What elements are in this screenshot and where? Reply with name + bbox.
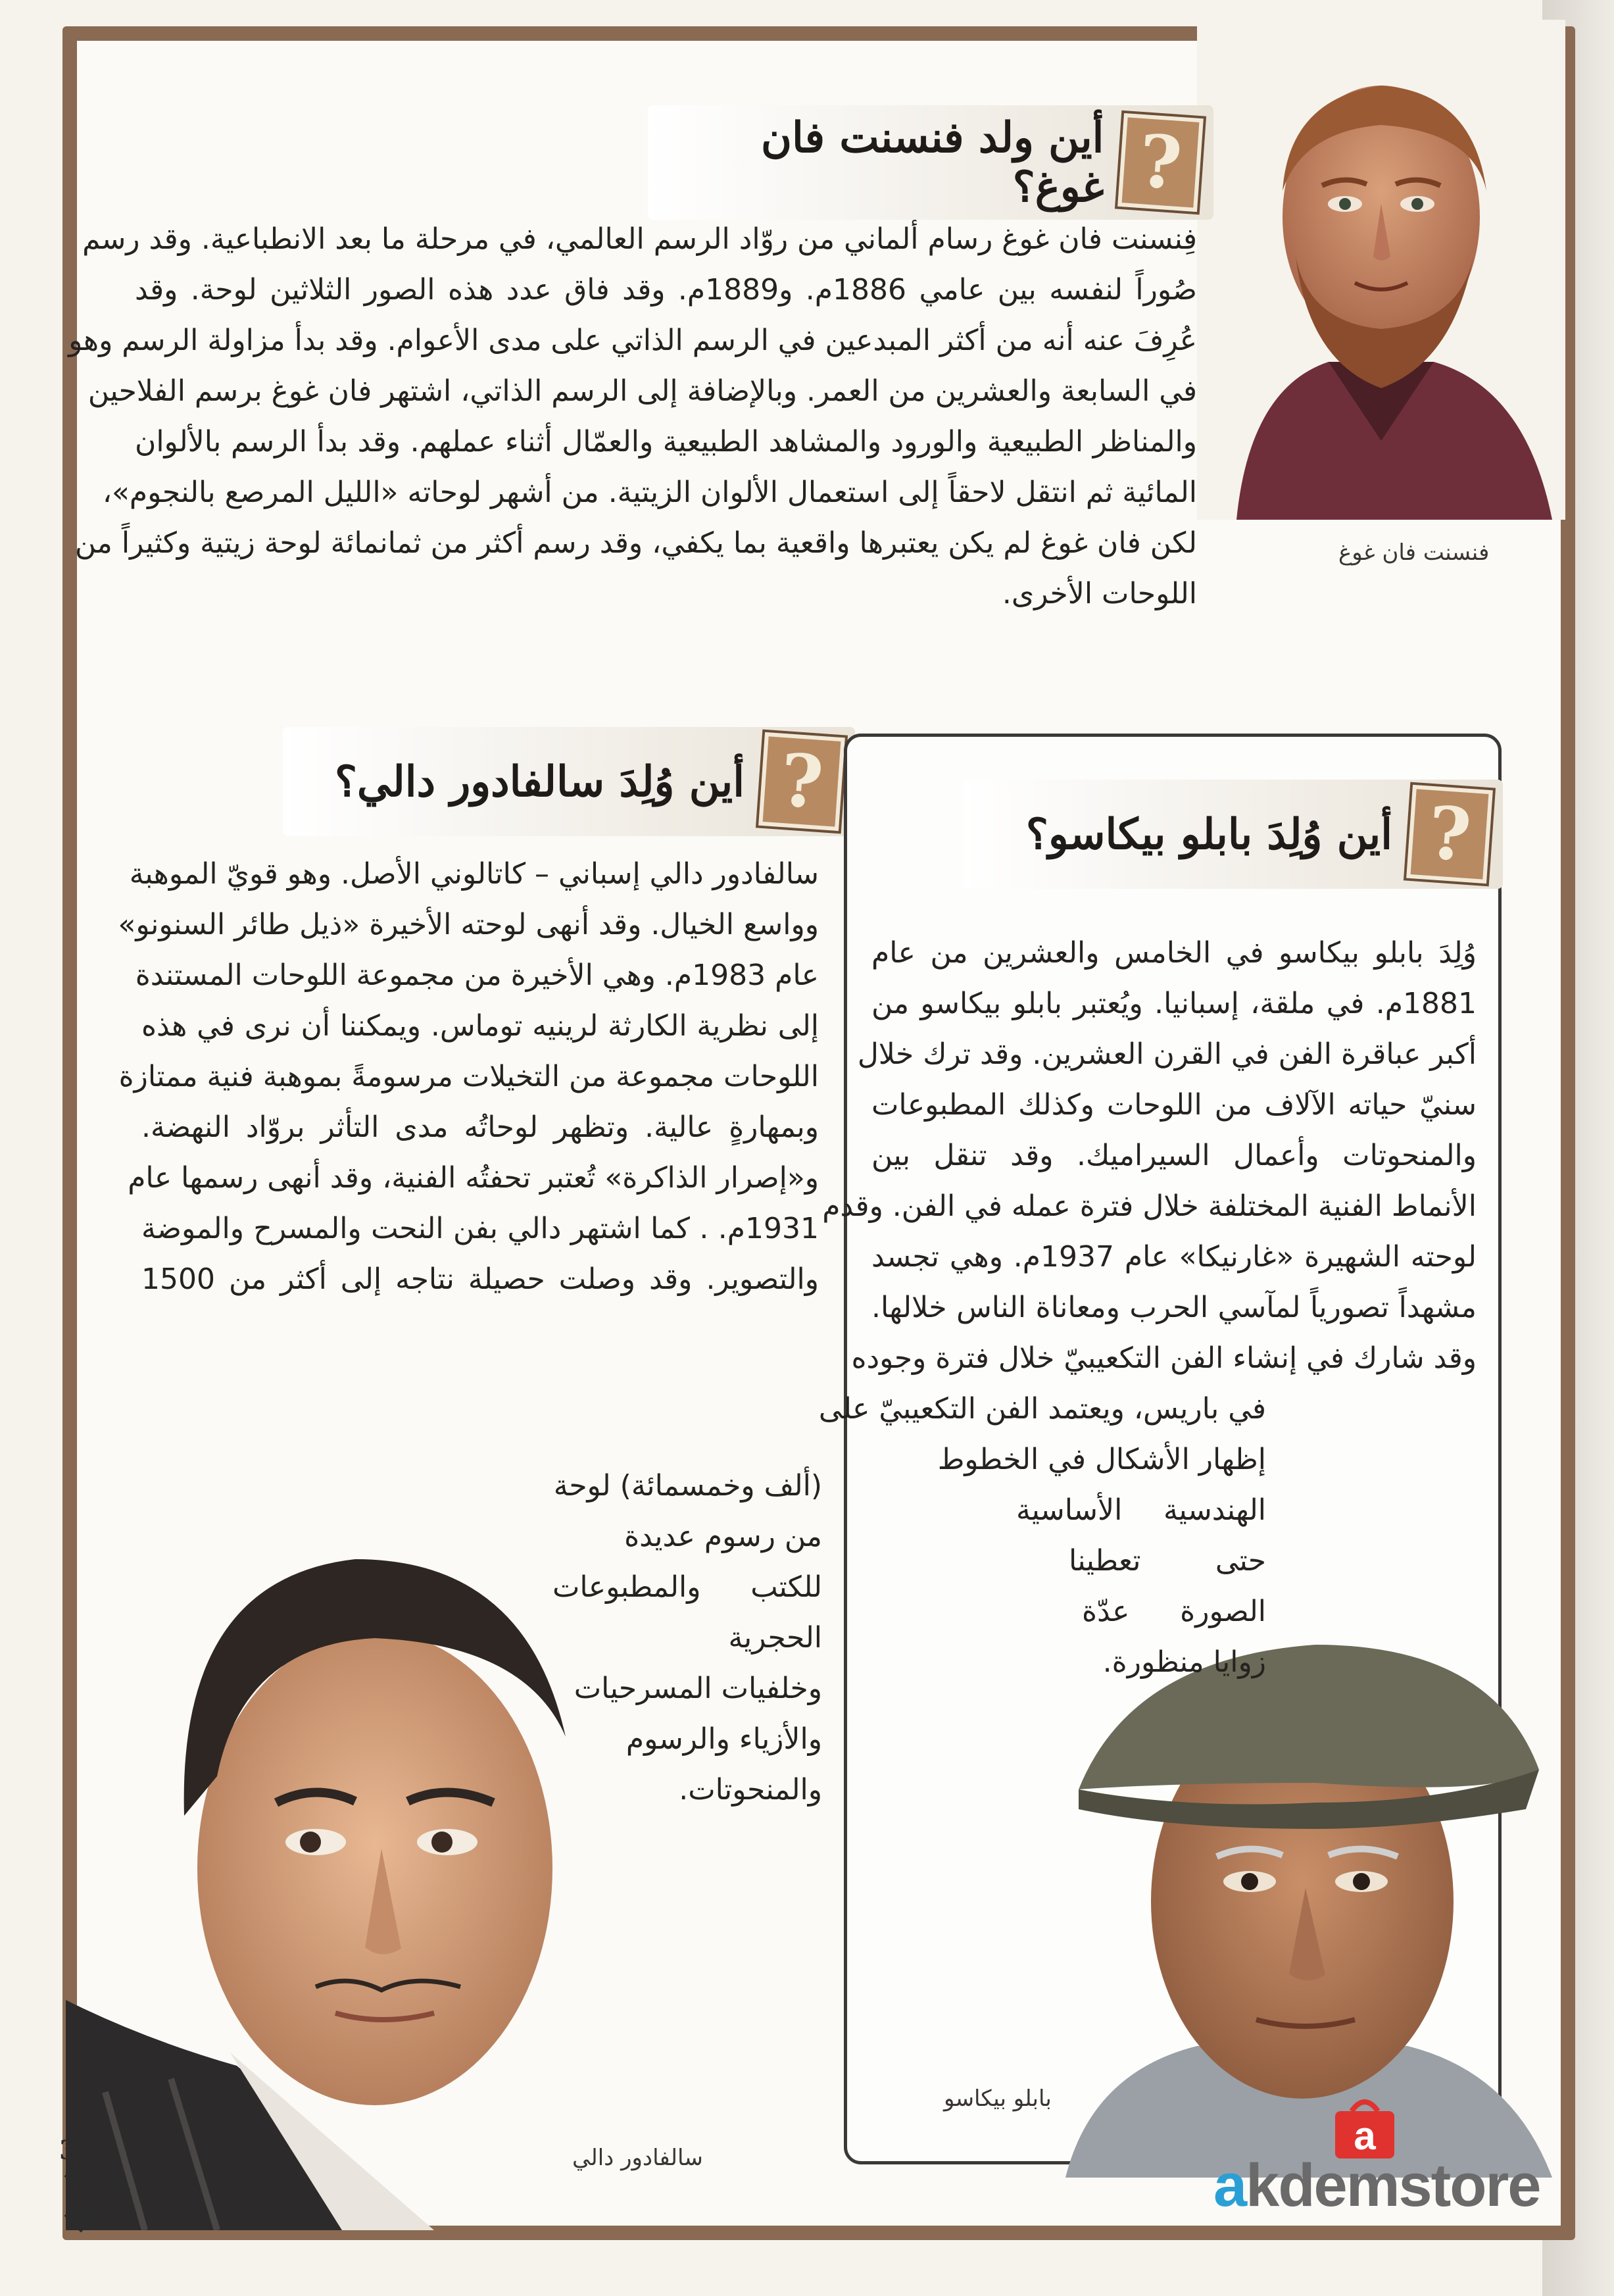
vangogh-line: عُرِفَ عنه أنه من أكثر المبدعين في الرسم الذاتي على مدى الأعوام. وقد بدأ مزاولة الرسم وهو xyxy=(68,324,1197,357)
dali-line: إلى نظرية الكارثة لرينيه توماس. ويمكننا أن نرى في هذه xyxy=(141,1009,819,1043)
vangogh-line: صُوراً لنفسه بين عامي 1886م. و1889م. وقد فاق عدد هذه الصور الثلاثين لوحة. وقد xyxy=(135,273,1197,307)
vangogh-line: فِنسنت فان غوغ رسام ألماني من روّاد الرسم العالمي، في مرحلة ما بعد الانطباعية. وقد رسم xyxy=(82,222,1197,256)
dali-title: أين وُلِدَ سالفادور دالي؟ xyxy=(334,757,745,807)
logo-letter-a: a xyxy=(1213,2152,1246,2219)
dali-line: وبمهارةٍ عالية. وتظهر لوحاتُه مدى التأثر بروّاد النهضة. xyxy=(141,1111,819,1144)
dali-line: للكتب والمطبوعات xyxy=(552,1570,822,1604)
picasso-line: الأنماط الفنية المختلفة خلال فترة عمله في الفن. وقدم xyxy=(822,1189,1477,1223)
vangogh-line: لكن فان غوغ لم يكن يعتبرها واقعية بما يكفي، وقد رسم أكثر من ثمانمائة لوحة زيتية وكثيراً من xyxy=(74,526,1197,560)
dali-line: و«إصرار الذاكرة» تُعتبر تحفتُه الفنية، وقد أنهى رسمها عام xyxy=(128,1161,819,1195)
dali-line: الحجرية xyxy=(728,1621,822,1655)
picasso-line: إظهار الأشكال في الخطوط xyxy=(937,1443,1266,1476)
logo-wordmark xyxy=(1213,2151,1540,2220)
picasso-line: وُلِدَ بابلو بيكاسو في الخامس والعشرين من عام xyxy=(871,936,1477,970)
vangogh-caption: فنسنت فان غوغ xyxy=(1338,539,1490,566)
logo-wordmark-rest: kdemstore xyxy=(1246,2152,1540,2219)
picasso-paragraph-narrow xyxy=(818,1384,1266,1687)
dali-line: (ألف وخمسمائة) لوحة xyxy=(553,1469,822,1503)
dali-paragraph xyxy=(118,849,819,1305)
picasso-title: أين وُلِدَ بابلو بيكاسو؟ xyxy=(1025,809,1392,859)
dali-line: وخلفيات المسرحيات xyxy=(574,1672,822,1705)
picasso-line: وقد شارك في إنشاء الفن التكعيبيّ خلال فترة وجوده xyxy=(851,1341,1477,1375)
picasso-line: 1881م. في ملقة، إسبانيا. ويُعتبر بابلو بيكاسو من xyxy=(871,987,1477,1020)
dali-line: 1931م. . كما اشتهر دالي بفن النحت والمسرح والموضة xyxy=(141,1212,819,1245)
picasso-caption: بابلو بيكاسو xyxy=(944,2085,1052,2112)
picasso-line: مشهداً تصورياً لمآسي الحرب ومعاناة الناس خلالها. xyxy=(871,1291,1477,1324)
dali-line: وواسع الخيال. وقد أنهى لوحته الأخيرة «ذيل طائر السنونو» xyxy=(118,908,819,941)
svg-text:a: a xyxy=(1354,2114,1376,2158)
vangogh-heading xyxy=(648,105,1213,220)
dali-line: والأزياء والرسوم xyxy=(625,1722,822,1756)
dali-line: عام 1983م. وهي الأخيرة من مجموعة اللوحات المستندة xyxy=(135,959,819,992)
picasso-line: الهندسية الأساسية xyxy=(1016,1493,1266,1527)
dali-line: سالفادور دالي إسباني – كاتالوني الأصل. وهو قويّ الموهبة xyxy=(129,857,819,891)
picasso-line: حتى تعطينا xyxy=(1069,1544,1266,1578)
vangogh-line: المائية ثم انتقل لاحقاً إلى استعمال الألوان الزيتية. من أشهر لوحاته «الليل المرصع بالنجوم»، xyxy=(102,476,1197,509)
dali-line: والتصوير. وقد وصلت حصيلة نتاجه إلى أكثر من 1500 xyxy=(141,1262,819,1296)
picasso-line: زوايا منظورة. xyxy=(1102,1645,1266,1679)
picasso-line: الصورة عدّة xyxy=(1082,1595,1266,1628)
dali-heading xyxy=(283,727,855,836)
picasso-line: لوحته الشهيرة «غارنيكا» عام 1937م. وهي تجسد xyxy=(871,1240,1477,1274)
question-mark-icon: ? xyxy=(1406,785,1493,884)
vangogh-line: اللوحات الأخرى. xyxy=(1002,577,1197,611)
page-number: 3 xyxy=(59,2135,78,2166)
dali-paragraph-narrow xyxy=(552,1460,822,1815)
vangogh-line: في السابعة والعشرين من العمر. وبالإضافة إلى الرسم الذاتي، اشتهر فان غوغ برسم الفلاحين xyxy=(87,374,1197,408)
picasso-heading xyxy=(964,780,1503,889)
akdemstore-logo xyxy=(1213,2095,1555,2217)
picasso-line: في باريس، ويعتمد الفن التكعيبيّ على xyxy=(818,1392,1266,1426)
picasso-paragraph xyxy=(822,928,1477,1384)
vangogh-portrait xyxy=(1197,20,1565,520)
picasso-line: والمنحوتات وأعمال السيراميك. وقد تنقل بين xyxy=(871,1139,1477,1172)
dali-line: من رسوم عديدة xyxy=(624,1520,822,1553)
vangogh-paragraph xyxy=(68,214,1197,619)
dali-caption: سالفادور دالي xyxy=(572,2145,703,2171)
vangogh-line: والمناظر الطبيعية والورود والمشاهد الطبيعية والعمّال أثناء عملهم. وقد بدأ الرسم بالألوان xyxy=(135,425,1197,459)
dali-line: اللوحات مجموعة من التخيلات مرسومةً بموهبة فنية ممتازة xyxy=(118,1060,819,1093)
question-mark-icon: ? xyxy=(758,732,845,831)
vangogh-title: أين ولد فنسنت فان غوغ؟ xyxy=(761,113,1104,212)
picasso-line: أكبر عباقرة الفن في القرن العشرين. وقد ترك خلال xyxy=(857,1037,1477,1071)
dali-portrait xyxy=(66,1500,605,2230)
question-mark-icon: ? xyxy=(1118,113,1204,212)
dali-line: والمنحوتات. xyxy=(679,1773,822,1807)
picasso-line: سنيّ حياته الآلاف من اللوحات وكذلك المطبوعات xyxy=(871,1088,1477,1122)
